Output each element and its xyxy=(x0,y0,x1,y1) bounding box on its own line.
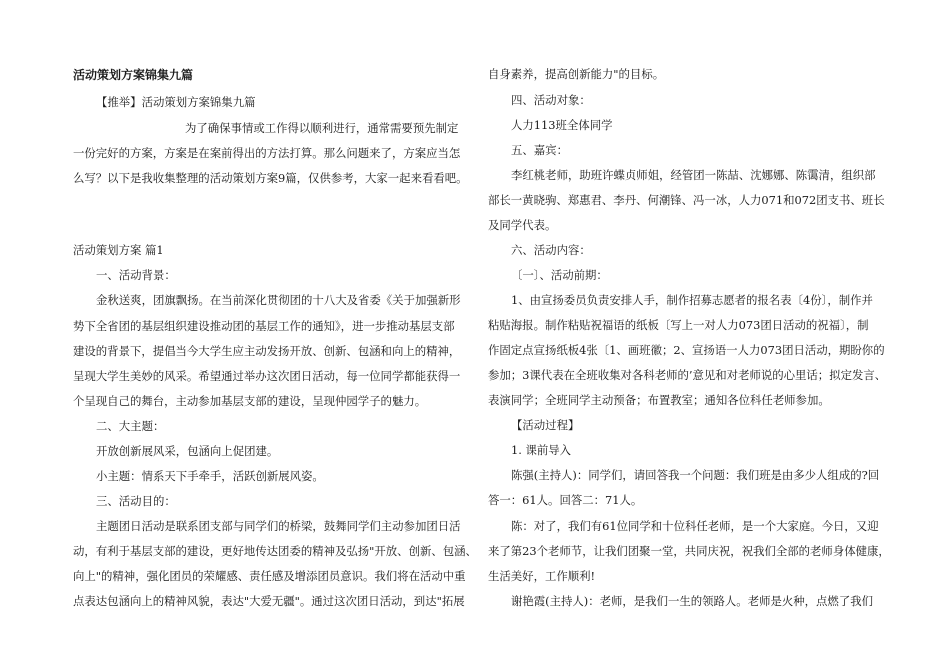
intro-line-1: 为了确保事情或工作得以顺利进行，通常需要预先制定 xyxy=(185,121,459,135)
goal-text-4: 点表达包涵向上的精神风貌，表达"大爱无疆"。通过这次团日活动，到达"拓展 xyxy=(73,594,465,608)
goal-text-1: 主题团日活动是联系团支部与同学们的桥梁，鼓舞同学们主动参加团日活 xyxy=(96,519,461,533)
intro-line-3: 么写？以下是我收集整理的活动策划方案9篇，仅供参考，大家一起来看看吧。 xyxy=(73,171,468,185)
theme-heading: 二、大主题： xyxy=(96,419,165,433)
step-1-heading: 1. 课前导入 xyxy=(511,443,572,457)
guest-text-1: 李红桃老师，助班许蝶贞师姐，经管团一陈喆、沈娜娜、陈霭清，组织部 xyxy=(511,168,876,182)
goal-heading: 三、活动目的： xyxy=(96,494,176,508)
background-text-3: 建设的背景下，提倡当今大学生应主动发扬开放、创新、包涵和向上的精神， xyxy=(73,344,461,358)
guest-text-2: 部长一黄晓驹、郑惠君、李丹、何潮锋、冯一冰，人力071和072团支书、班长 xyxy=(488,193,885,207)
goal-text-2: 动，有利于基层支部的建设，更好地传达团委的精神及弘扬"开放、创新、包涵、 xyxy=(73,544,477,558)
chen-dialogue-1: 陈强(主持人)：同学们，请回答我一个问题：我们班是由多少人组成的?回 xyxy=(511,468,880,482)
pre-stage-heading: 〔一〕、活动前期： xyxy=(511,268,608,282)
background-text-5: 个呈现自己的舞台，主动参加基层支部的建设，呈现仲园学子的魅力。 xyxy=(73,394,427,408)
chen-speech-3: 生活美好，工作顺利! xyxy=(488,569,596,583)
goal-text-3: 向上"的精神，强化团员的荣耀感、责任感及增添团员意识。我们将在活动中重 xyxy=(73,569,466,583)
object-text: 人力113班全体同学 xyxy=(511,118,613,132)
pre-stage-text-4: 参加；3课代表在全班收集对各科老师的’意见和对老师说的心里话；拟定发言、 xyxy=(488,368,887,382)
theme-text: 开放创新展风采，包涵向上促团建。 xyxy=(96,444,279,458)
background-heading: 一、活动背景： xyxy=(96,268,176,282)
content-heading: 六、活动内容： xyxy=(511,243,591,257)
xie-speech: 谢艳霞(主持人)：老师，是我们一生的领路人。老师是火种，点燃了我们 xyxy=(511,594,873,608)
pre-stage-text-2: 粘贴海报。制作粘贴祝福语的纸板〔写上一对人力073团日活动的祝福〕，制 xyxy=(488,318,869,332)
process-heading: 【活动过程】 xyxy=(511,418,580,432)
object-heading: 四、活动对象： xyxy=(511,93,591,107)
background-text-4: 呈现大学生美妙的风采。希望通过举办这次团日活动，每一位同学都能获得一 xyxy=(73,369,461,383)
background-text-2: 势下全省团的基层组织建设推动团的基层工作的通知》，进一步推动基层支部 xyxy=(73,319,455,333)
chen-speech-1: 陈：对了，我们有61位同学和十位科任老师，是一个大家庭。今日，又迎 xyxy=(511,519,879,533)
section-title: 活动策划方案 篇1 xyxy=(73,243,164,257)
continued-text: 自身素养，提高创新能力"的目标。 xyxy=(488,67,665,81)
document-title: 活动策划方案锦集九篇 xyxy=(73,68,194,82)
background-text-1: 金秋送爽，团旗飘扬。在当前深化贯彻团的十八大及省委《关于加强新形 xyxy=(96,293,461,307)
right-column xyxy=(475,0,950,672)
recommend-line: 【推举】活动策划方案锦集九篇 xyxy=(96,95,256,109)
chen-speech-2: 来了第23个老师节，让我们团聚一堂，共同庆祝，祝我们全部的老师身体健康， xyxy=(488,544,890,558)
subtheme-text: 小主题：情系天下手牵手，活跃创新展风姿。 xyxy=(96,469,324,483)
pre-stage-text-1: 1、由宣扬委员负责安排人手，制作招募志愿者的报名表〔4份〕，制作并 xyxy=(511,293,873,307)
pre-stage-text-3: 作固定点宣扬纸板4张〔1、画班徽；2、宣扬语一人力073团日活动，期盼你的 xyxy=(488,343,885,357)
pre-stage-text-5: 表演同学；全班同学主动预备；布置教室；通知各位科任老师参加。 xyxy=(488,393,830,407)
guest-heading: 五、嘉宾： xyxy=(511,143,568,157)
chen-dialogue-2: 答一：61人。回答二：71人。 xyxy=(488,493,643,507)
guest-text-3: 及同学代表。 xyxy=(488,218,557,232)
intro-line-2: 一份完好的方案，方案是在案前得出的方法打算。那么问题来了，方案应当怎 xyxy=(73,146,461,160)
